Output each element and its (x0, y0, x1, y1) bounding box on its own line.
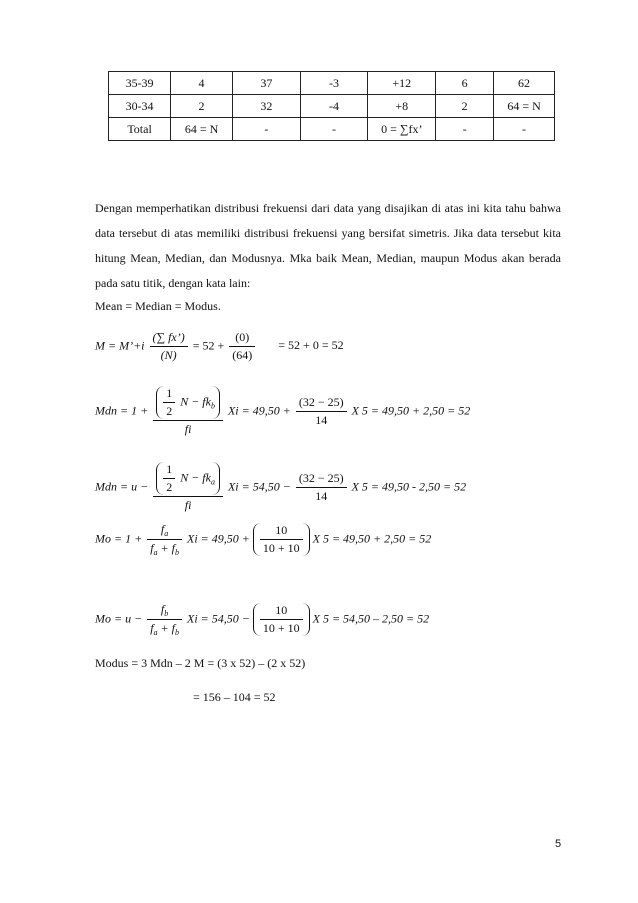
fraction (153, 462, 223, 513)
symbol: f (150, 541, 154, 555)
fraction (147, 602, 182, 637)
eq-mid: Xi = 49,50 + (186, 531, 250, 546)
fraction-denominator: 10 + 10 (260, 539, 303, 556)
eq-lhs: Mo = 1 + (95, 531, 143, 546)
table-row-total (109, 118, 555, 141)
eq-mid: = 52 + (192, 338, 225, 353)
frequency-table (108, 71, 555, 141)
table-cell: 37 (232, 72, 300, 95)
subscript: b (174, 628, 179, 637)
eq-mid: Xi = 54,50 − (227, 479, 291, 494)
parenthesis-group (156, 462, 220, 495)
symbol: f (160, 522, 165, 536)
table-cell: 35-39 (109, 72, 171, 95)
eq-mid: Xi = 49,50 + (227, 403, 291, 418)
table-cell: 64 = N (494, 95, 555, 118)
fraction-numerator (153, 462, 223, 496)
fraction (296, 395, 347, 428)
table-cell: 0 = ∑fx’ (368, 118, 436, 141)
table-row (109, 72, 555, 95)
eq-lhs: Mdn = 1 + (95, 403, 149, 418)
symbol: f (150, 621, 154, 635)
fraction-numerator: (32 − 25) (298, 471, 344, 485)
parenthesis-group (253, 603, 310, 636)
symbol: + f (160, 541, 175, 555)
modus-formula: Modus = 3 Mdn – 2 M = (3 x 52) – (2 x 52) (95, 656, 306, 670)
subscript: a (164, 529, 169, 538)
mode-equation-upper (95, 602, 429, 637)
fraction (163, 462, 175, 495)
median-equation-lower (95, 386, 470, 437)
eq-result: = 52 + 0 = 52 (278, 338, 344, 353)
fraction-numerator: 1 (166, 462, 173, 476)
table-cell: 62 (494, 72, 555, 95)
fraction (153, 386, 223, 437)
fraction-numerator: 1 (166, 386, 173, 400)
table-cell: - (436, 118, 494, 141)
symbol: + f (160, 621, 175, 635)
inner-expression: N − fk (180, 470, 211, 485)
body-paragraph: Dengan memperhatikan distribusi frekuensi dari data yang disajikan di atas ini kita tahu bahwa data tersebut di atas memiliki distribusi frekuensi yang bersifat simetris. Jika data tersebut kita hitung Mean, Median, dan Modusnya. Mka baik Mean, Median, maupun Modus akan berada pada satu titik, dengan kata lain: (95, 201, 561, 290)
fraction (147, 522, 182, 557)
table-cell: Total (109, 118, 171, 141)
eq-mid: Xi = 54,50 − (186, 611, 250, 626)
subscript: a (153, 628, 158, 637)
median-equation-upper (95, 462, 466, 513)
fraction-denominator: 2 (163, 478, 175, 495)
fraction-denominator (147, 619, 182, 637)
subscript: a (210, 477, 215, 487)
eq-lhs: Mdn = u − (95, 479, 149, 494)
subscript: a (153, 548, 158, 557)
table-row (109, 95, 555, 118)
table-cell: - (232, 118, 300, 141)
table-cell: 32 (232, 95, 300, 118)
eq-lhs: M = M’+i (95, 338, 145, 353)
fraction-numerator: (32 − 25) (298, 395, 344, 409)
table-cell: 64 = N (171, 118, 233, 141)
parenthesis-group (253, 523, 310, 556)
table-cell: - (300, 118, 368, 141)
fraction-denominator: (N) (150, 346, 188, 363)
table-cell: 30-34 (109, 95, 171, 118)
fraction (296, 471, 347, 504)
fraction-denominator: fi (153, 496, 223, 513)
parenthesis-group (156, 386, 220, 419)
eq-result: X 5 = 49,50 - 2,50 = 52 (351, 479, 467, 494)
mode-equation-lower (95, 522, 431, 557)
fraction-denominator: 2 (163, 402, 175, 419)
symbol: f (160, 602, 165, 616)
subscript: b (210, 401, 215, 411)
table-cell: -3 (300, 72, 368, 95)
fraction-denominator: 14 (296, 487, 347, 504)
fraction-numerator (147, 522, 182, 539)
subscript: b (174, 548, 179, 557)
modus-result: = 156 – 104 = 52 (193, 690, 276, 704)
fraction (163, 386, 175, 419)
inner-expression: N − fk (180, 394, 211, 409)
subscript: b (164, 609, 169, 618)
eq-result: X 5 = 54,50 – 2,50 = 52 (312, 611, 430, 626)
table-cell: 2 (436, 95, 494, 118)
fraction-denominator: 14 (296, 411, 347, 428)
fraction (150, 330, 188, 363)
table-cell: 4 (171, 72, 233, 95)
table-cell: - (494, 118, 555, 141)
fraction-numerator: (0) (235, 330, 250, 344)
fraction-denominator (147, 539, 182, 557)
eq-result: X 5 = 49,50 + 2,50 = 52 (312, 531, 432, 546)
equality-statement: Mean = Median = Modus. (95, 299, 221, 313)
fraction-numerator: (∑ fx’) (152, 330, 185, 344)
fraction (229, 330, 255, 363)
fraction-numerator: 10 (275, 603, 288, 617)
fraction (260, 603, 303, 636)
table-cell: +8 (368, 95, 436, 118)
table-cell: 2 (171, 95, 233, 118)
fraction-numerator (153, 386, 223, 420)
fraction (260, 523, 303, 556)
eq-result: X 5 = 49,50 + 2,50 = 52 (351, 403, 471, 418)
table-cell: 6 (436, 72, 494, 95)
fraction-numerator: 10 (275, 523, 288, 537)
page-number: 5 (555, 838, 562, 850)
fraction-denominator: (64) (229, 346, 255, 363)
mean-equation (95, 330, 344, 363)
table-cell: -4 (300, 95, 368, 118)
fraction-numerator (147, 602, 182, 619)
table-cell: +12 (368, 72, 436, 95)
fraction-denominator: fi (153, 420, 223, 437)
fraction-denominator: 10 + 10 (260, 619, 303, 636)
eq-lhs: Mo = u − (95, 611, 143, 626)
